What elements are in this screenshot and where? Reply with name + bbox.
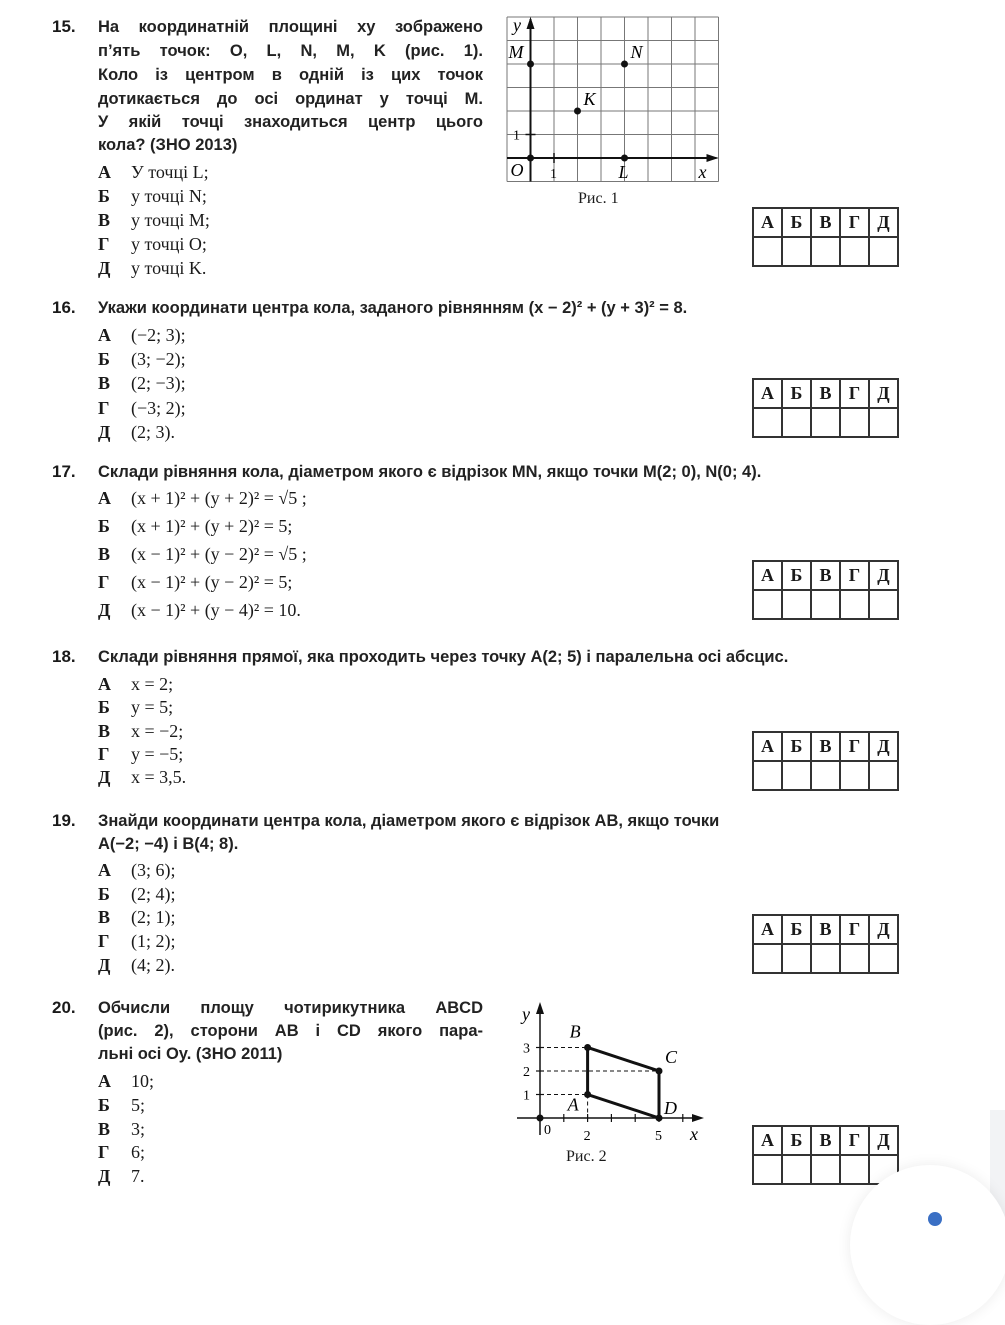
answer-cell[interactable]: [753, 761, 782, 790]
answer-option: [98, 929, 176, 953]
answer-option: [98, 598, 301, 622]
option-letter: Г: [98, 234, 110, 254]
answer-grid-header: Г: [840, 732, 869, 761]
y-axis-arrow: [536, 1002, 544, 1014]
question-number: 18.: [52, 647, 76, 666]
answer-grid-header: В: [811, 732, 840, 761]
answer-cell[interactable]: [840, 237, 869, 266]
x-axis-arrow: [692, 1114, 704, 1122]
option-value: 3;: [131, 1118, 146, 1139]
answer-grid: [752, 560, 899, 620]
assistant-icon[interactable]: [928, 1212, 942, 1226]
answer-cell[interactable]: [782, 944, 811, 973]
y-tick-label: 3: [523, 1041, 530, 1057]
option-value: x = 3,5.: [131, 767, 187, 788]
point-label-O: O: [510, 160, 524, 180]
question-text-line: На координатній площині xy зображено: [98, 18, 483, 36]
answer-grid-header: А: [753, 1126, 782, 1155]
answer-option: [98, 514, 292, 538]
option-letter: Д: [98, 767, 111, 788]
answer-cell[interactable]: [811, 761, 840, 790]
option-letter: Д: [98, 1166, 111, 1187]
option-letter: Г: [98, 397, 110, 418]
question-text-line: п’ять точок: O, L, N, M, K (рис. 1).: [98, 42, 483, 60]
answer-cell[interactable]: [753, 408, 782, 437]
origin-point: [537, 1115, 544, 1122]
option-value: (x + 1)² + (y + 2)² = √5 ;: [131, 488, 307, 508]
point-label-L: L: [618, 162, 629, 182]
option-value: 6;: [131, 1142, 146, 1163]
answer-cell[interactable]: [869, 237, 898, 266]
answer-grid-header: Г: [840, 1126, 869, 1155]
option-letter: В: [98, 210, 111, 230]
answer-grid-header: Д: [869, 561, 898, 590]
answer-cell[interactable]: [782, 237, 811, 266]
answer-grid-header: Г: [840, 561, 869, 590]
answer-option: [98, 232, 207, 256]
question-text-line: Обчисли площу чотирикутника ABCD: [98, 999, 483, 1017]
y-tick-label: 1: [513, 128, 520, 144]
answer-option: [98, 486, 307, 510]
question-number: 19.: [52, 811, 76, 830]
option-letter: Г: [98, 1142, 110, 1163]
option-value: у точці M;: [131, 210, 210, 230]
y-tick-label: 1: [523, 1088, 530, 1104]
option-value: (x − 1)² + (y − 2)² = √5 ;: [131, 544, 307, 564]
answer-option: [98, 347, 186, 371]
option-value: (3; 6);: [131, 860, 176, 880]
option-letter: А: [98, 860, 111, 880]
option-value: У точці L;: [131, 162, 209, 182]
option-letter: Б: [98, 697, 110, 718]
answer-option: [98, 323, 186, 347]
answer-grid-header: Г: [840, 208, 869, 237]
option-value: x = −2;: [131, 720, 184, 741]
option-letter: Б: [98, 883, 110, 904]
answer-cell[interactable]: [753, 590, 782, 619]
option-letter: В: [98, 1118, 111, 1139]
option-letter: Д: [98, 258, 111, 278]
answer-option: [98, 695, 173, 719]
option-letter: Б: [98, 186, 110, 206]
y-tick-label: 2: [523, 1065, 530, 1080]
question-number: 15.: [52, 17, 76, 36]
option-letter: А: [98, 162, 111, 182]
question-number: 16.: [52, 298, 76, 317]
question-number: 20.: [52, 998, 76, 1017]
option-value: (2; 4);: [131, 883, 176, 904]
point-label-M: M: [508, 42, 524, 62]
x-tick-label: 2: [583, 1129, 591, 1144]
answer-grid-header: Д: [869, 379, 898, 408]
answer-option: [98, 256, 206, 280]
option-value: (2; −3);: [131, 373, 186, 394]
option-value: (−3; 2);: [131, 397, 186, 418]
origin-label: 0: [544, 1123, 551, 1138]
answer-cell[interactable]: [840, 944, 869, 973]
answer-grid-header: А: [753, 915, 782, 944]
point-label-C: C: [665, 1047, 678, 1067]
y-axis-arrow: [527, 17, 535, 29]
answer-grid-header: Б: [782, 208, 811, 237]
answer-option: [98, 371, 186, 395]
answer-cell[interactable]: [840, 590, 869, 619]
answer-grid-header: В: [811, 915, 840, 944]
answer-cell[interactable]: [811, 408, 840, 437]
option-letter: Б: [98, 1094, 110, 1115]
question-text-line: Склади рівняння кола, діаметром якого є відрізок MN, якщо точки M(2; 0), N(0; 4).: [98, 463, 762, 481]
option-letter: Г: [98, 931, 110, 952]
answer-grid: [752, 378, 899, 438]
answer-cell[interactable]: [782, 761, 811, 790]
answer-cell[interactable]: [869, 761, 898, 790]
answer-cell[interactable]: [811, 944, 840, 973]
option-value: (1; 2);: [131, 931, 176, 952]
question-text-line: У якій точці знаходиться центр цього: [98, 113, 483, 131]
option-letter: Б: [98, 516, 110, 536]
point-label-B: B: [569, 1021, 581, 1042]
point-D: [656, 1115, 663, 1122]
answer-grid-header: А: [753, 379, 782, 408]
option-value: y = 5;: [131, 697, 174, 718]
point-N: [621, 61, 628, 68]
point-label-D: D: [664, 1098, 677, 1118]
point-K: [574, 108, 581, 115]
question-text-line: Укажи координати центра кола, заданого рівнянням (x − 2)² + (y + 3)² = 8.: [98, 299, 688, 317]
option-letter: Г: [98, 572, 110, 592]
answer-grid: [752, 914, 899, 974]
answer-grid-header: Г: [840, 915, 869, 944]
answer-cell[interactable]: [753, 237, 782, 266]
figure-1-caption: Рис. 1: [578, 190, 619, 207]
question-text-line: (рис. 2), сторони AB і CD якого пара-: [98, 1022, 483, 1040]
question-text-line: A(−2; −4) і B(4; 8).: [98, 835, 239, 853]
option-value: (2; 3).: [131, 421, 175, 442]
x-axis-label: x: [698, 162, 707, 182]
question-text-line: кола? (ЗНО 2013): [98, 136, 238, 154]
answer-option: [98, 420, 175, 444]
answer-cell[interactable]: [753, 944, 782, 973]
option-value: (4; 2).: [131, 954, 175, 975]
point-O: [527, 155, 534, 162]
answer-option: [98, 719, 183, 743]
option-value: (x + 1)² + (y + 2)² = 5;: [131, 516, 293, 536]
option-value: у точці N;: [131, 186, 207, 206]
answer-grid-header: Б: [782, 1126, 811, 1155]
answer-cell[interactable]: [840, 408, 869, 437]
answer-option: [98, 882, 176, 906]
figure-2-caption: Рис. 2: [566, 1148, 607, 1165]
question-text-line: Коло із центром в одній із цих точок: [98, 66, 483, 84]
answer-grid-header: Д: [869, 915, 898, 944]
answer-option: [98, 953, 175, 977]
option-letter: В: [98, 373, 111, 394]
option-letter: Д: [98, 421, 111, 442]
point-A: [584, 1091, 591, 1098]
answer-grid-header: Г: [840, 379, 869, 408]
y-axis-label: y: [522, 1004, 530, 1024]
point-M: [527, 61, 534, 68]
answer-cell[interactable]: [811, 590, 840, 619]
option-value: у точці K.: [131, 258, 207, 278]
answer-option: [98, 672, 173, 696]
answer-grid-header: В: [811, 561, 840, 590]
x-axis-arrow: [707, 154, 719, 162]
answer-grid-header: А: [753, 208, 782, 237]
option-letter: Д: [98, 600, 111, 620]
answer-option: [98, 858, 176, 882]
option-letter: В: [98, 720, 111, 741]
answer-cell[interactable]: [782, 590, 811, 619]
option-value: y = −5;: [131, 743, 184, 764]
point-label-A: A: [567, 1094, 579, 1115]
option-value: у точці O;: [131, 234, 207, 254]
figure-2: [0, 990, 1005, 1170]
quadrilateral-ABCD: [588, 1048, 659, 1119]
option-value: 5;: [131, 1094, 146, 1115]
option-value: (−2; 3);: [131, 325, 186, 345]
point-B: [584, 1044, 591, 1051]
option-value: (x − 1)² + (y − 2)² = 5;: [131, 572, 293, 592]
x-tick-label: 1: [550, 167, 557, 182]
option-value: (x − 1)² + (y − 4)² = 10.: [131, 600, 301, 620]
option-value: 10;: [131, 1071, 155, 1091]
answer-option: [98, 570, 292, 594]
option-value: (3; −2);: [131, 349, 186, 370]
option-letter: Д: [98, 954, 111, 975]
answer-cell[interactable]: [869, 408, 898, 437]
answer-grid-header: Д: [869, 1126, 898, 1155]
option-letter: Б: [98, 349, 110, 370]
option-letter: А: [98, 488, 111, 508]
option-letter: В: [98, 544, 111, 564]
answer-grid-header: Б: [782, 379, 811, 408]
answer-grid-header: А: [753, 561, 782, 590]
floating-action-button[interactable]: [850, 1165, 1005, 1325]
answer-option: [98, 742, 183, 766]
answer-option: [98, 396, 186, 420]
point-label-N: N: [630, 42, 643, 62]
option-letter: А: [98, 1071, 111, 1091]
answer-grid-header: Б: [782, 561, 811, 590]
answer-grid-header: Д: [869, 732, 898, 761]
answer-grid-header: В: [811, 379, 840, 408]
x-axis-label: x: [690, 1124, 698, 1144]
answer-cell[interactable]: [840, 761, 869, 790]
point-label-K: K: [583, 89, 596, 109]
answer-option: [98, 765, 186, 789]
option-letter: Г: [98, 743, 110, 764]
option-value: x = 2;: [131, 674, 174, 694]
answer-grid-header: Д: [869, 208, 898, 237]
answer-cell[interactable]: [869, 944, 898, 973]
option-letter: В: [98, 907, 111, 928]
answer-grid: [752, 731, 899, 791]
answer-cell[interactable]: [782, 408, 811, 437]
option-letter: А: [98, 674, 111, 694]
answer-option: [98, 542, 307, 566]
figure-1: [0, 0, 1005, 220]
answer-grid-header: А: [753, 732, 782, 761]
y-axis-label: y: [513, 15, 521, 35]
point-L: [621, 155, 628, 162]
answer-grid-header: В: [811, 208, 840, 237]
answer-grid-header: Б: [782, 732, 811, 761]
question-text-line: Знайди координати центра кола, діаметром якого є відрізок AB, якщо точки: [98, 812, 720, 830]
option-letter: А: [98, 325, 111, 345]
question-text-line: Склади рівняння прямої, яка проходить через точку A(2; 5) і паралельна осі абсцис.: [98, 648, 789, 666]
answer-cell[interactable]: [869, 590, 898, 619]
point-C: [656, 1068, 663, 1075]
question-number: 17.: [52, 462, 76, 481]
question-text-line: дотикається до осі ординат у точці M.: [98, 90, 483, 108]
answer-cell[interactable]: [811, 237, 840, 266]
answer-option: [98, 905, 176, 929]
answer-grid-header: В: [811, 1126, 840, 1155]
option-value: 7.: [131, 1166, 145, 1187]
question-text-line: льні осі Oy. (ЗНО 2011): [98, 1045, 283, 1063]
answer-grid-header: Б: [782, 915, 811, 944]
x-tick-label: 5: [655, 1129, 662, 1144]
option-value: (2; 1);: [131, 907, 176, 928]
